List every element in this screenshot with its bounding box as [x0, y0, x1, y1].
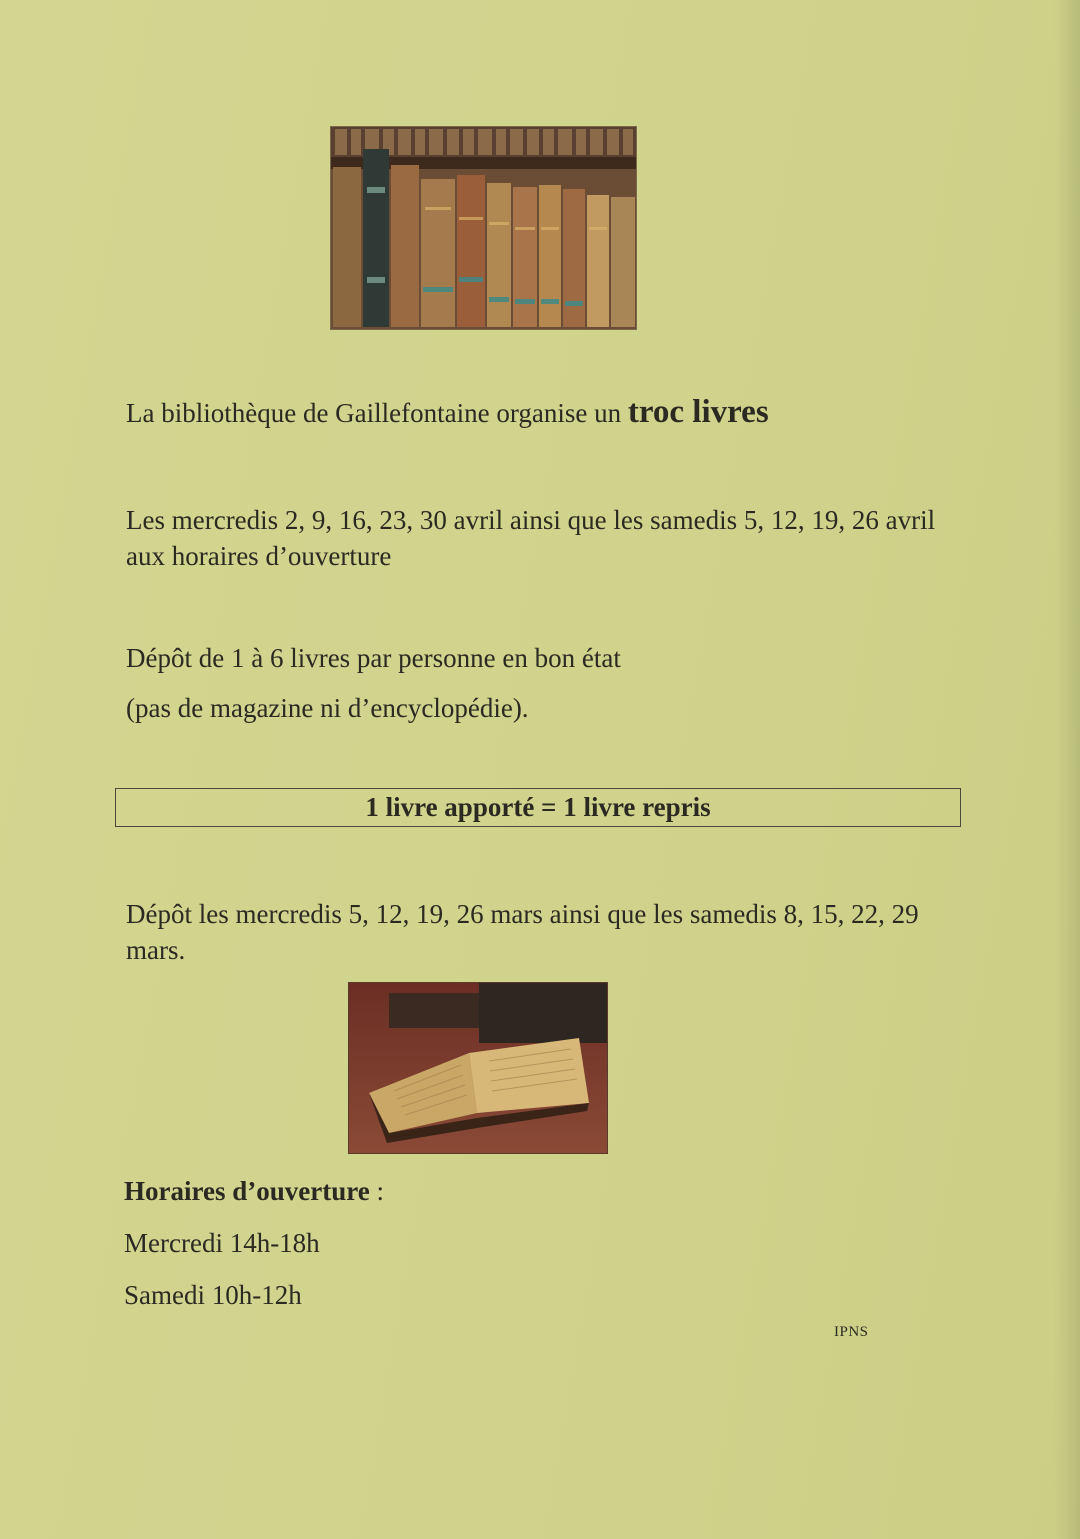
intro-line: [126, 394, 769, 431]
opening-hours-label: Horaires d’ouverture: [124, 1176, 370, 1206]
ipns-mark: IPNS: [834, 1324, 869, 1340]
deposit-rule: Dépôt de 1 à 6 livres par personne en bon état: [126, 643, 621, 673]
bookshelf-image: [330, 126, 637, 330]
event-name: troc livres: [627, 394, 769, 430]
event-dates: Les mercredis 2, 9, 16, 23, 30 avril ainsi que les samedis 5, 12, 19, 26 avril aux horaires d’ouverture: [126, 505, 936, 571]
hours-wednesday: Mercredi 14h-18h: [124, 1228, 320, 1258]
opening-hours-title: [124, 1173, 384, 1209]
deposit-dates-march: Dépôt les mercredis 5, 12, 19, 26 mars ainsi que les samedis 8, 15, 22, 29 mars.: [126, 899, 919, 965]
paper-shadow: [1054, 0, 1080, 1539]
deposit-exclusions: (pas de magazine ni d’encyclopédie).: [126, 693, 529, 723]
opening-hours-colon: :: [369, 1176, 384, 1206]
intro-text: La bibliothèque de Gaillefontaine organise un: [126, 398, 628, 428]
exchange-rule-box: 1 livre apporté = 1 livre repris: [115, 788, 961, 827]
open-book-image: [348, 982, 608, 1154]
hours-saturday: Samedi 10h-12h: [124, 1280, 302, 1310]
